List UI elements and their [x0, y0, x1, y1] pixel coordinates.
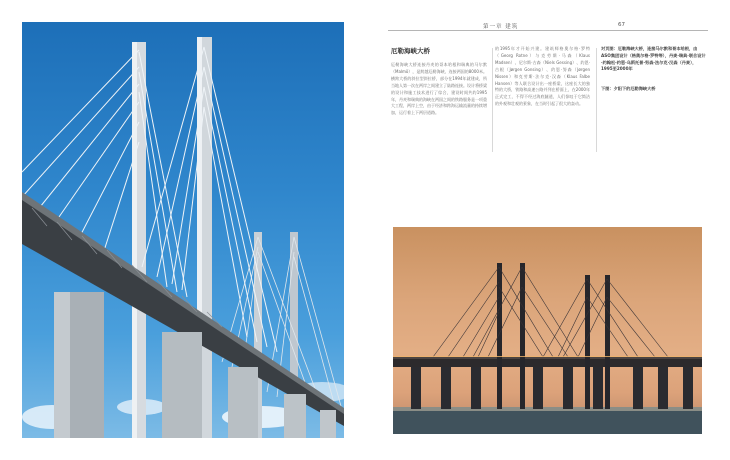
article-title: 厄勒海峡大桥 [391, 47, 430, 55]
caption-secondary: 下图：夕阳下的厄勒海峡大桥 [601, 86, 656, 91]
page-number: 67 [618, 22, 625, 28]
bridge-photo-blue-sky [22, 22, 344, 438]
column-divider [492, 48, 493, 152]
header-rule [388, 30, 708, 31]
bridge-photo-sunset [393, 227, 702, 434]
right-page [388, 22, 708, 442]
article-column-1: 厄勒海峡大桥连接丹麦的哥本哈根和瑞典的马尔默（Malmö），是跨越厄勒海峡、连接两国的8000米。横跨大桥的斜拉型斜拉桥，部分在1994年就建成，所当地人第一次在两岸之间建立了陆路连接。设计将桥梁的设计和施工技术进行了综合，建设时间共约1995年，丹麦和瑞典的海峡在两国之间的铁路服务是一项重大工程，两岸上空，由于经济和跨海运输流量的持续增加，运行着上下两层道路。 [391, 62, 487, 116]
chapter-heading: 第一章 建筑 [483, 24, 519, 30]
column-divider [596, 48, 597, 152]
caption-main: 对页图：厄勒海峡大桥，连接马尔默和哥本哈根，由ASO集团设计（格奥尔格·罗特等），丹麦·瑞典·联合设计·约翰松·约恩·乌斯托普·努森·法尔克·汉森（丹麦），1995至2000年 [601, 46, 706, 72]
article-column-2: 的1995年才开始兴建。建筑师格奥尔格·罗特（Georg Rotne）与克劳斯·马森（Klaus Madsen）、尼尔斯·古森（Niels Gessing）、约恩·古根（Jørgen Gonsing）、约恩·努森（Jørgen Nissen）和克劳斯·法尔克·汉森（Klaus Falbe Hansen）等人联合设计出一座桥梁，这座长大的独特的大桥，铁路和高速公路并列在桥面上，在2000年正式完工，不得不经过海底隧道，人们惊叹于它简洁的外观和壮观的景象，在当时引起了很大的轰动。 [495, 46, 590, 107]
